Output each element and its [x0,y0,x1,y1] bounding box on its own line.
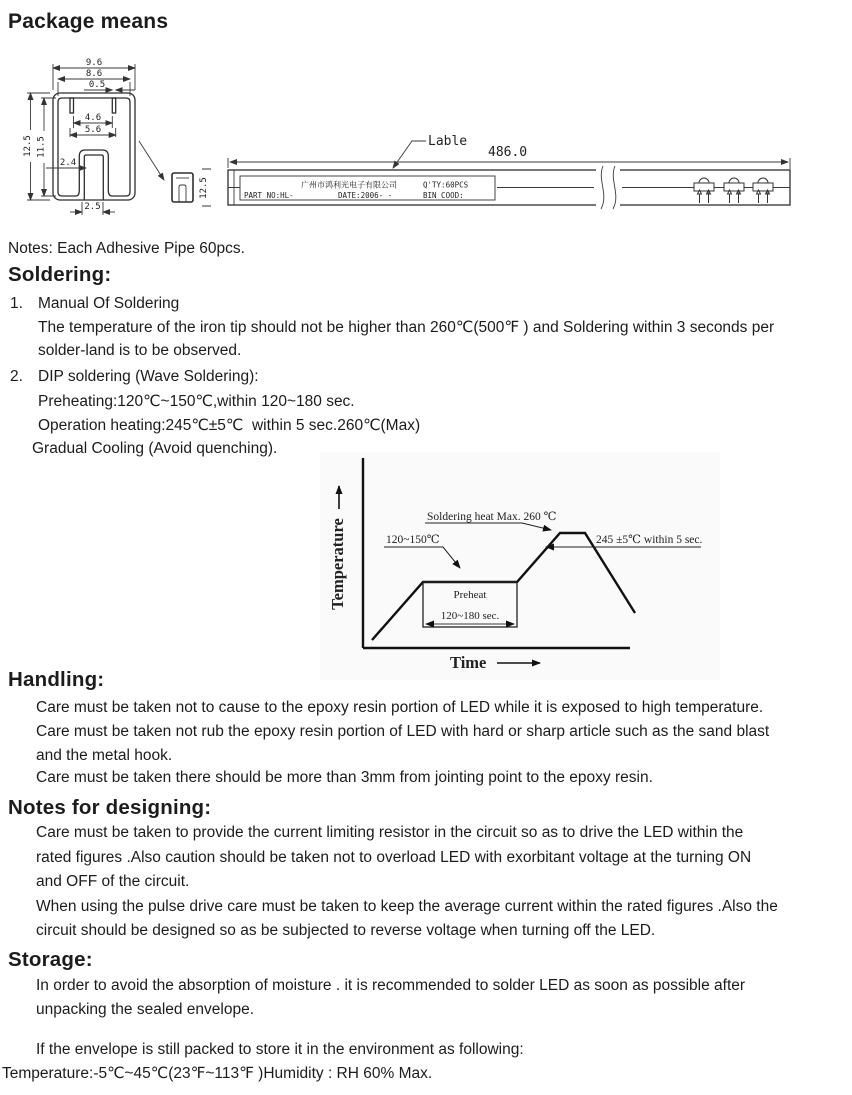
x-axis-title: Time [450,653,487,672]
soldering-item1-title: Manual Of Soldering [38,295,180,312]
preheat-temp-text: 120~150℃ [386,534,440,546]
dim-notch-outer: 5.6 [84,125,102,135]
designing-line: circuit should be designed so as be subjected to reverse voltage when turning off the LED. [36,922,656,939]
handling-line: Care must be taken there should be more than 3mm from jointing point to the epoxy resin. [36,769,653,786]
designing-line: When using the pulse drive care must be taken to keep the average current within the rated figures .Also the [36,898,778,915]
soldering-item2-number: 2. [10,368,23,385]
profile-small-icon [172,173,193,202]
storage-line: unpacking the sealed envelope. [36,1001,255,1018]
soldering-item2-title: DIP soldering (Wave Soldering): [38,368,259,385]
label-part-no: PART NO:HL- [244,191,294,200]
soldering-item1-number: 1. [10,295,23,312]
profile-cross-section [53,93,135,200]
label-bin: BIN COOD: [423,191,464,200]
break-symbol [596,166,620,209]
storage-conditions-line: Temperature:-5℃~45℃(23℉~113℉ )Humidity : RH 60% Max. [2,1065,433,1082]
handling-line: and the metal hook. [36,747,173,764]
peak-text: 245 ±5℃ within 5 sec. [596,534,703,546]
soldering-item2-line: Gradual Cooling (Avoid quenching). [32,440,278,457]
page-title: Package means [8,10,169,33]
dim-strip-height: 12.5 [199,177,209,199]
soldering-item1-line: The temperature of the iron tip should not be higher than 260℃(500℉ ) and Soldering within 3 seconds per [38,319,775,336]
led-icon [694,178,714,203]
y-axis-title: Temperature [328,518,347,610]
led-icon [753,178,773,203]
strip-label-box [240,176,495,200]
handling-heading: Handling: [8,668,105,691]
label-date: DATE:2006- - [338,191,393,200]
dim-bottom-slot: 2.5 [84,202,101,212]
strip-height-dimension [199,169,211,206]
dim-height-inner: 11.5 [36,136,47,158]
storage-envelope-line: If the envelope is still packed to store it in the environment as following: [36,1041,524,1058]
designing-line: and OFF of the circuit. [36,873,190,890]
handling-line: Care must be taken not to cause to the epoxy resin portion of LED while it is exposed to high temperature. [36,699,764,716]
label-company: 广州市鸿利光电子有限公司 [301,180,397,190]
leader-arrow [139,141,164,180]
packing-note: Notes: Each Adhesive Pipe 60pcs. [8,240,245,257]
soldering-item2-line: Preheating:120℃~150℃,within 120~180 sec. [38,393,355,410]
soldering-item2-line: Operation heating:245℃±5℃ within 5 sec.260℃(Max) [38,417,421,434]
dim-slot-width: 0.5 [88,80,106,90]
dim-wall: 2.4 [59,158,77,168]
preheat-duration: 120~180 sec. [440,610,500,622]
dim-notch-inner: 4.6 [84,113,102,123]
label-qty: Q'TY:60PCS [423,180,469,190]
preheat-label: Preheat [453,589,487,601]
soldering-heading: Soldering: [8,263,112,286]
dim-height-outer: 12.5 [23,135,33,157]
storage-line: In order to avoid the absorption of moisture . it is recommended to solder LED as soon as possible after [36,977,746,994]
dim-width-inner: 8.6 [85,69,103,79]
dim-strip-length: 486.0 [488,145,528,160]
storage-heading: Storage: [8,948,93,971]
designing-line: rated figures .Also caution should be taken not to overload LED with exorbitant voltage at the turning ON [36,849,752,866]
adhesive-pipe-drawing [228,134,790,209]
soldering-profile-chart [320,452,720,682]
led-icon [724,178,744,203]
soldering-item1-line: solder-land is to be observed. [38,342,242,359]
chart-background [320,452,720,680]
designing-heading: Notes for designing: [8,796,212,819]
led-components [694,178,773,203]
package-drawing [0,38,852,238]
designing-line: Care must be taken to provide the current limiting resistor in the circuit so as to drive the LED within the [36,824,744,841]
handling-line: Care must be taken not rub the epoxy resin portion of LED with hard or sharp article such as the sand blast [36,723,770,740]
dim-width-outer: 9.6 [85,58,103,68]
label-callout: Lable [428,134,468,149]
max-heat-text: Soldering heat Max. 260 ℃ [427,511,557,523]
